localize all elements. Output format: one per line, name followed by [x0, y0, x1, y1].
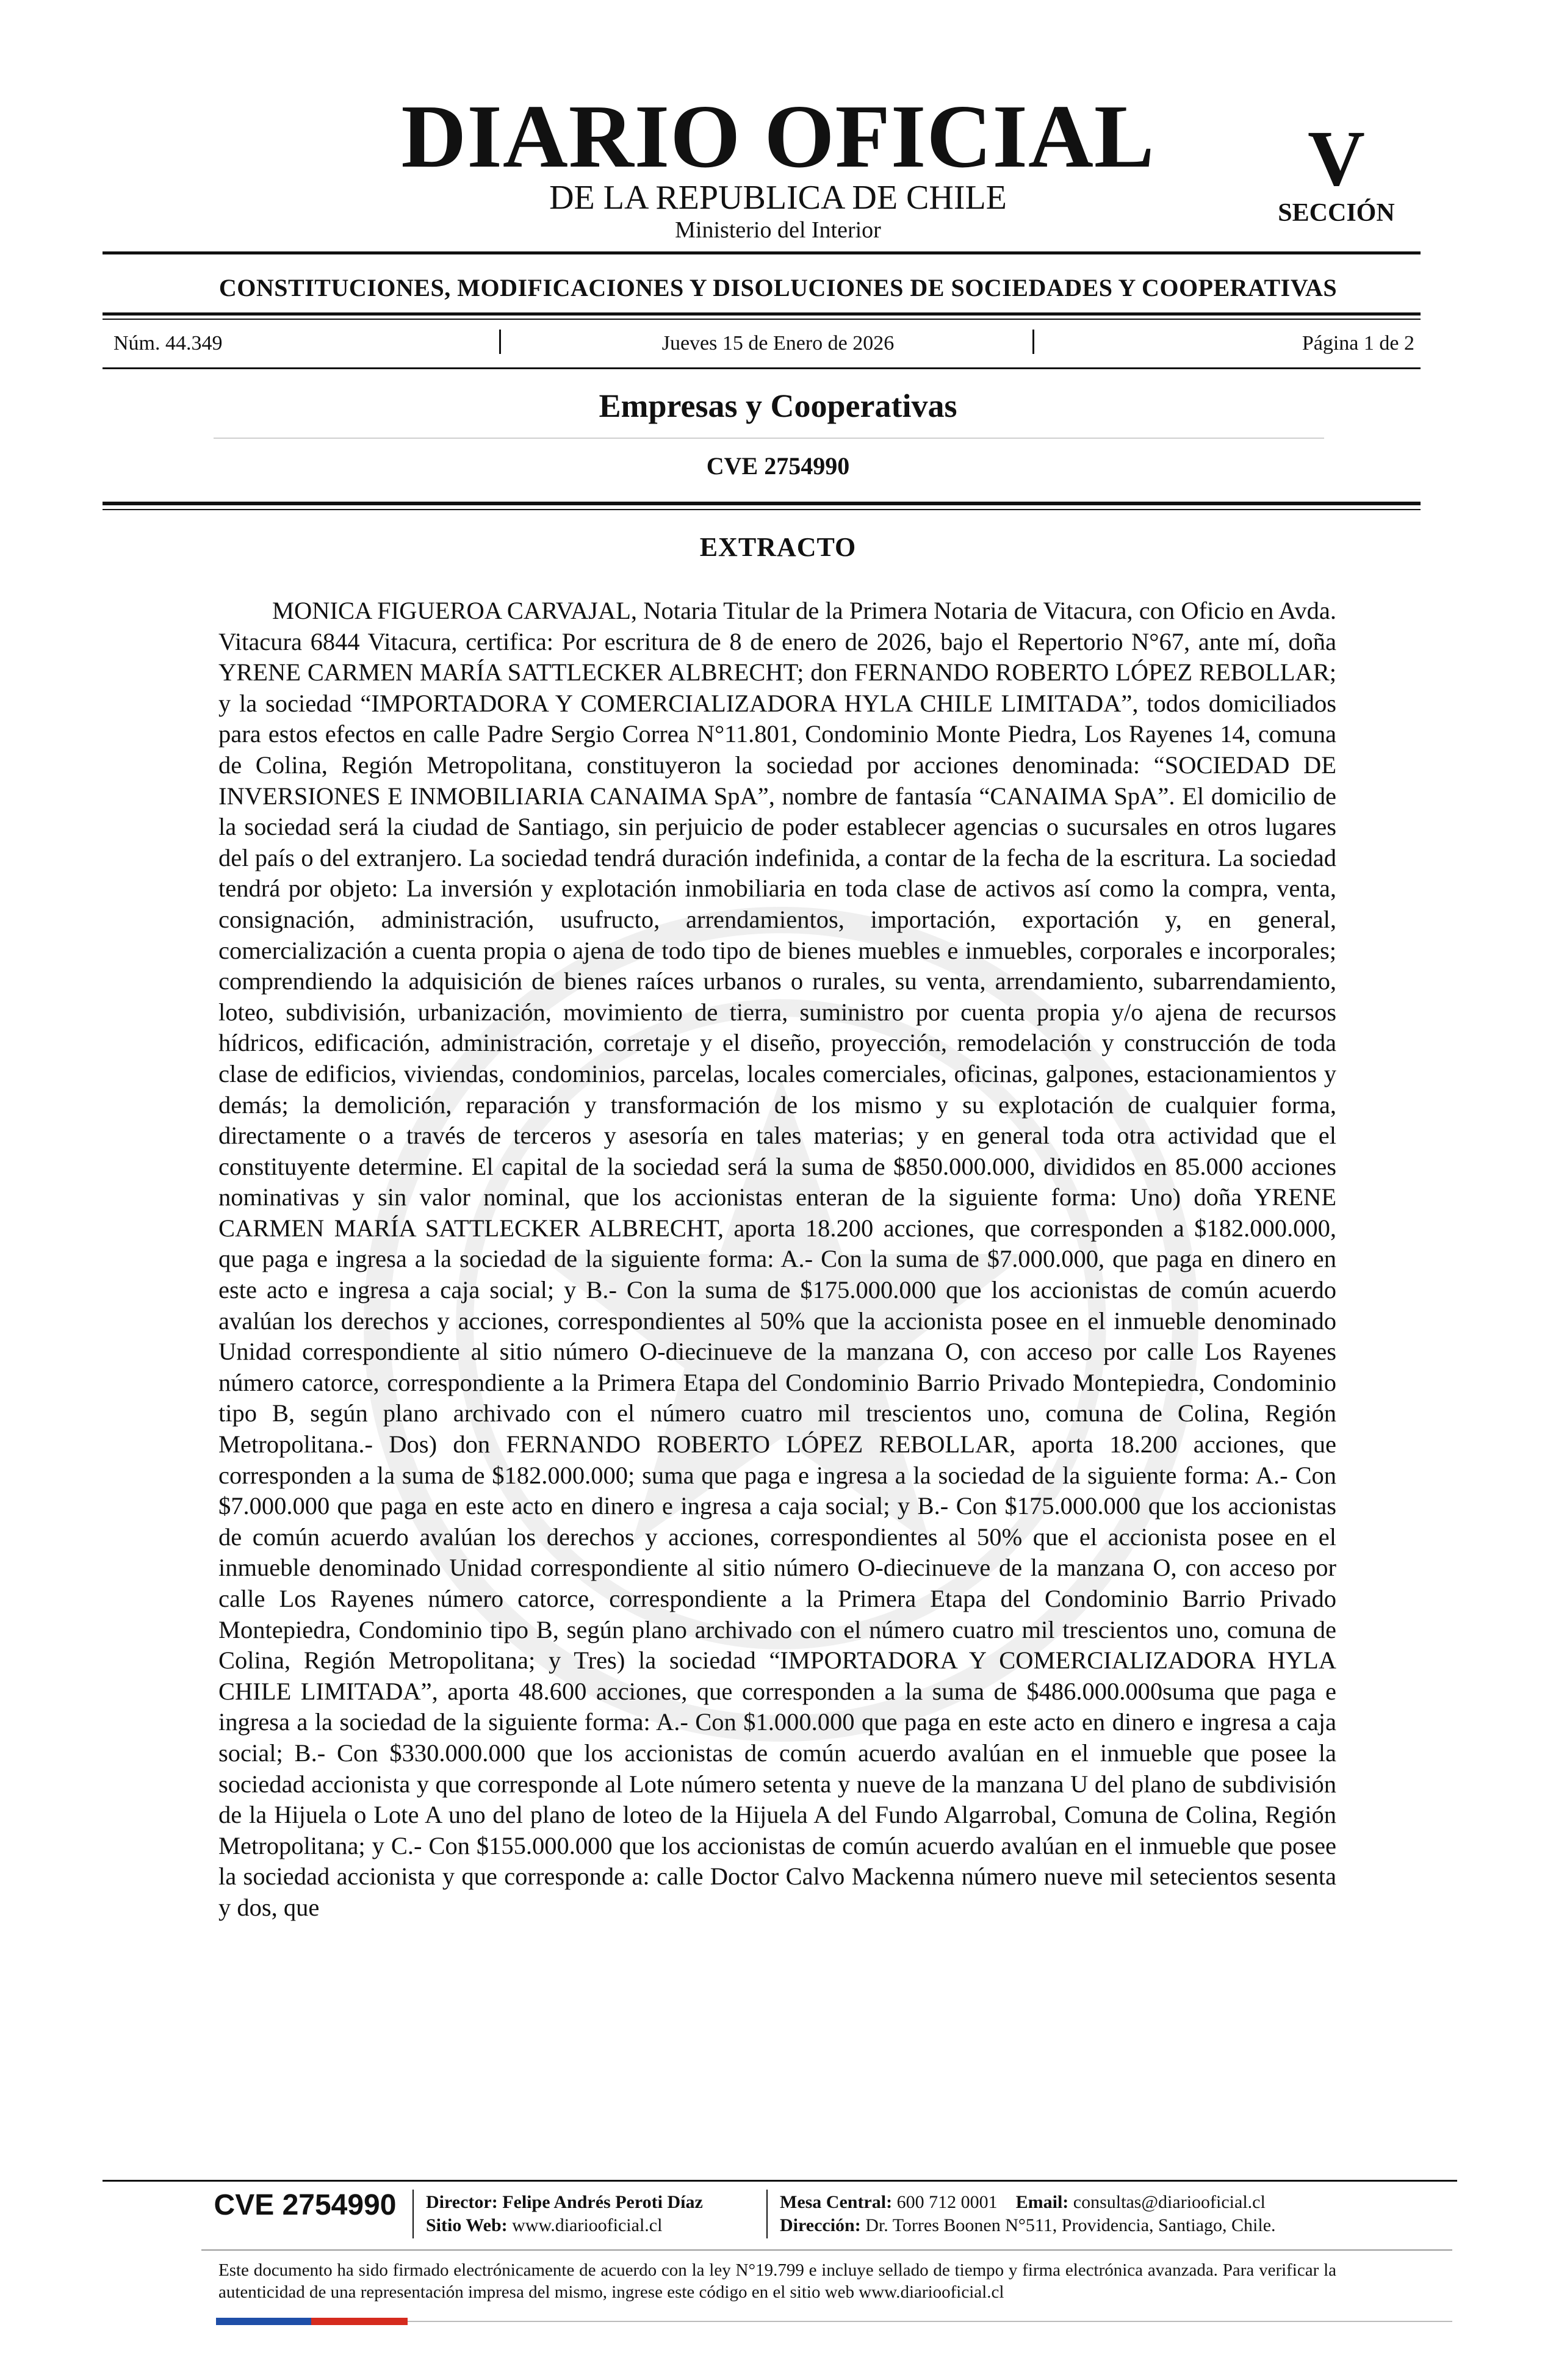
cve-code: CVE 2754990	[706, 452, 850, 480]
issue-page: Página 1 de 2	[1302, 332, 1414, 355]
cve-rule-thick	[103, 502, 1421, 505]
footer-cve-code: CVE 2754990	[214, 2189, 397, 2221]
site-url[interactable]: www.diariooficial.cl	[512, 2215, 663, 2235]
masthead-subtitle: DE LA REPUBLICA DE CHILE	[549, 179, 1007, 217]
flag-stripe-red	[311, 2318, 408, 2325]
flag-stripe-blue	[216, 2318, 311, 2325]
section-banner: CONSTITUCIONES, MODIFICACIONES Y DISOLUCIONES DE SOCIEDADES Y COOPERATIVAS	[218, 274, 1338, 301]
masthead-rule	[103, 251, 1421, 254]
phone-label: Mesa Central:	[780, 2192, 893, 2212]
footer-contact-right	[780, 2191, 1276, 2237]
issue-separator	[1032, 330, 1034, 354]
section-letter: V	[1308, 115, 1365, 203]
footer-separator	[412, 2190, 414, 2238]
phone-number: 600 712 0001	[896, 2192, 998, 2212]
issue-date: Jueves 15 de Enero de 2026	[661, 332, 895, 355]
footer-separator	[766, 2190, 768, 2238]
footer-legal-note: Este documento ha sido firmado electrónicamente de acuerdo con la ley N°19.799 e incluye sellado de tiempo y firma electrónica avanzada. Para verificar la autenticidad de una representación impresa del mismo, ingrese este código en el sitio web www.diariooficial.cl	[218, 2260, 1336, 2302]
document-heading: EXTRACTO	[699, 532, 857, 562]
banner-rule-thick	[103, 312, 1421, 316]
email-address[interactable]: consultas@diariooficial.cl	[1073, 2192, 1266, 2212]
director-name: Felipe Andrés Peroti Díaz	[502, 2192, 703, 2212]
email-label: Email:	[1015, 2192, 1069, 2212]
section-label: SECCIÓN	[1278, 199, 1395, 227]
footer-contact-left	[426, 2191, 703, 2237]
banner-rule-thin	[103, 319, 1421, 320]
masthead-ministry: Ministerio del Interior	[675, 217, 881, 243]
masthead-title: DIARIO OFICIAL	[401, 87, 1155, 187]
footer-rule	[103, 2180, 1457, 2182]
document-body: MONICA FIGUEROA CARVAJAL, Notaria Titular de la Primera Notaria de Vitacura, con Oficio en Avda. Vitacura 6844 Vitacura, certifica: Por escritura de 8 de enero de 2026, bajo el Repertorio N°67, ante mí, doña YRENE CARMEN MARÍA SATTLECKER ALBRECHT; don FERNANDO ROBERTO LÓPEZ REBOLLAR; y la sociedad “IMPORTADORA Y COMERCIALIZADORA HYLA CHILE LIMITADA”, todos domiciliados para estos efectos en calle Padre Sergio Correa N°11.801, Condominio Monte Piedra, Los Rayenes 14, comuna de Colina, Región Metropolitana, constituyeron la sociedad por acciones denominada: “SOCIEDAD DE INVERSIONES E INMOBILIARIA CANAIMA SpA”, nombre de fantasía “CANAIMA SpA”. El domicilio de la sociedad será la ciudad de Santiago, sin perjuicio de poder establecer agencias o sucursales en otros lugares del país o del extranjero. La sociedad tendrá duración indefinida, a contar de la fecha de la escritura. La sociedad tendrá por objeto: La inversión y explotación inmobiliaria en toda clase de activos así como la compra, venta, consignación, administración, usufructo, arrendamientos, importación, exportación y, en general, comercialización a cuenta propia o ajena de todo tipo de bienes muebles e inmuebles, corporales e incorporales; comprendiendo la adquisición de bienes raíces urbanos o rurales, su venta, arrendamiento, subarrendamiento, loteo, subdivisión, urbanización, movimiento de tierra, suministro por cuenta propia y/o ajena de recursos hídricos, edificación, administración, corretaje y el diseño, proyección, remodelación y construcción de toda clase de edificios, viviendas, condominios, parcelas, locales comerciales, oficinas, galpones, estacionamientos y demás; la demolición, reparación y transformación de los mismo y su explotación de cualquier forma, directamente o a través de terceros y asesoría en tales materias; y en general toda otra actividad que el constituyente determine. El capital de la sociedad será la suma de $850.000.000, divididos en 85.000 acciones nominativas y sin valor nominal, que los accionistas enteran de la siguiente forma: Uno) doña YRENE CARMEN MARÍA SATTLECKER ALBRECHT, aporta 18.200 acciones, que corresponden a $182.000.000, que paga e ingresa a la sociedad de la siguiente forma: A.- Con la suma de $7.000.000, que paga en dinero en este acto e ingresa a caja social; y B.- Con la suma de $175.000.000 que los accionistas de común acuerdo avalúan los derechos y acciones, correspondientes al 50% que la accionista posee en el inmueble denominado Unidad correspondiente al sitio número O-diecinueve de la manzana O, con acceso por calle Los Rayenes número catorce, correspondiente a la Primera Etapa del Condominio Barrio Privado Montepiedra, Condominio tipo B, según plano archivado con el número cuatro mil trescientos uno, comuna de Colina, Región Metropolitana.- Dos) don FERNANDO ROBERTO LÓPEZ REBOLLAR, aporta 18.200 acciones, que corresponden a la suma de $182.000.000; suma que paga e ingresa a la sociedad de la siguiente forma: A.- Con $7.000.000 que paga en este acto en dinero e ingresa a caja social; y B.- Con $175.000.000 que los accionistas de común acuerdo avalúan los derechos y acciones, correspondientes al 50% que el accionista posee en el inmueble denominado Unidad correspondiente al sitio número O-diecinueve de la manzana O, con acceso por calle Los Rayenes número catorce, correspondiente a la Primera Etapa del Condominio Barrio Privado Montepiedra, Condominio tipo B, según plano archivado con el número cuatro mil trescientos uno, comuna de Colina, Región Metropolitana; y Tres) la sociedad “IMPORTADORA Y COMERCIALIZADORA HYLA CHILE LIMITADA”, aporta 48.600 acciones, que corresponden a la suma de $486.000.000suma que paga e ingresa a la sociedad de la siguiente forma: A.- Con $1.000.000 que paga en este acto en dinero e ingresa a caja social; B.- Con $330.000.000 que los accionistas de común acuerdo avalúan en el inmueble que posee la sociedad accionista y que corresponde al Lote número setenta y nueve de la manzana U del plano de subdivisión de la Hijuela o Lote A uno del plano de loteo de la Hijuela A del Fundo Algarrobal, Comuna de Colina, Región Metropolitana; y C.- Con $155.000.000 que los accionistas de común acuerdo avalúan en el inmueble que posee la sociedad accionista y que corresponde a: calle Doctor Calvo Mackenna número nueve mil setecientos sesenta y dos, que	[218, 597, 1336, 1921]
address-text: Dr. Torres Boonen N°511, Providencia, Santiago, Chile.	[865, 2215, 1276, 2235]
issue-rule	[103, 367, 1421, 369]
issue-number: Núm. 44.349	[113, 332, 223, 355]
category-title: Empresas y Cooperativas	[599, 388, 957, 424]
footer-note-rule	[201, 2249, 1452, 2251]
cve-rule-thin	[103, 509, 1421, 510]
footer-bottom-rule	[408, 2321, 1452, 2322]
address-label: Dirección:	[780, 2215, 861, 2235]
director-label: Director:	[426, 2192, 498, 2212]
category-rule	[214, 438, 1324, 439]
site-label: Sitio Web:	[426, 2215, 508, 2235]
